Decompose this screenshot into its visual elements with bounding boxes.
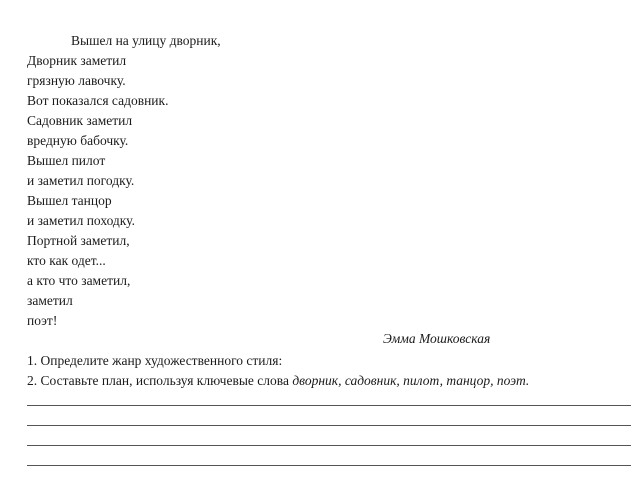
poem-line: и заметил погодку.: [27, 173, 135, 188]
task-2-text: 2. Составьте план, используя ключевые слова: [27, 373, 293, 388]
poem-line: грязную лавочку.: [27, 73, 126, 88]
poem: [27, 31, 221, 331]
poem-author: Эмма Мошковская: [383, 331, 491, 346]
poem-line: Вышел танцор: [27, 193, 112, 208]
task-list: [27, 351, 529, 391]
answer-line[interactable]: [27, 425, 631, 426]
poem-line: а кто что заметил,: [27, 273, 131, 288]
poem-line: Вот показался садовник.: [27, 93, 169, 108]
poem-line: Садовник заметил: [27, 113, 133, 128]
answer-line[interactable]: [27, 405, 631, 406]
task-2: [27, 371, 529, 391]
poem-line: вредную бабочку.: [27, 133, 129, 148]
poem-line: Вышел пилот: [27, 153, 106, 168]
poem-line: Вышел на улицу дворник,: [71, 33, 221, 48]
poem-line: и заметил походку.: [27, 213, 135, 228]
answer-line[interactable]: [27, 445, 631, 446]
poem-line: поэт!: [27, 313, 58, 328]
answer-line[interactable]: [27, 465, 631, 466]
task-2-keywords: дворник, садовник, пилот, танцор, поэт.: [292, 373, 530, 388]
poem-line: кто как одет...: [27, 253, 106, 268]
poem-line: Портной заметил,: [27, 233, 130, 248]
poem-line: заметил: [27, 293, 73, 308]
task-1: 1. Определите жанр художественного стиля:: [27, 353, 283, 368]
poem-line: Дворник заметил: [27, 53, 127, 68]
